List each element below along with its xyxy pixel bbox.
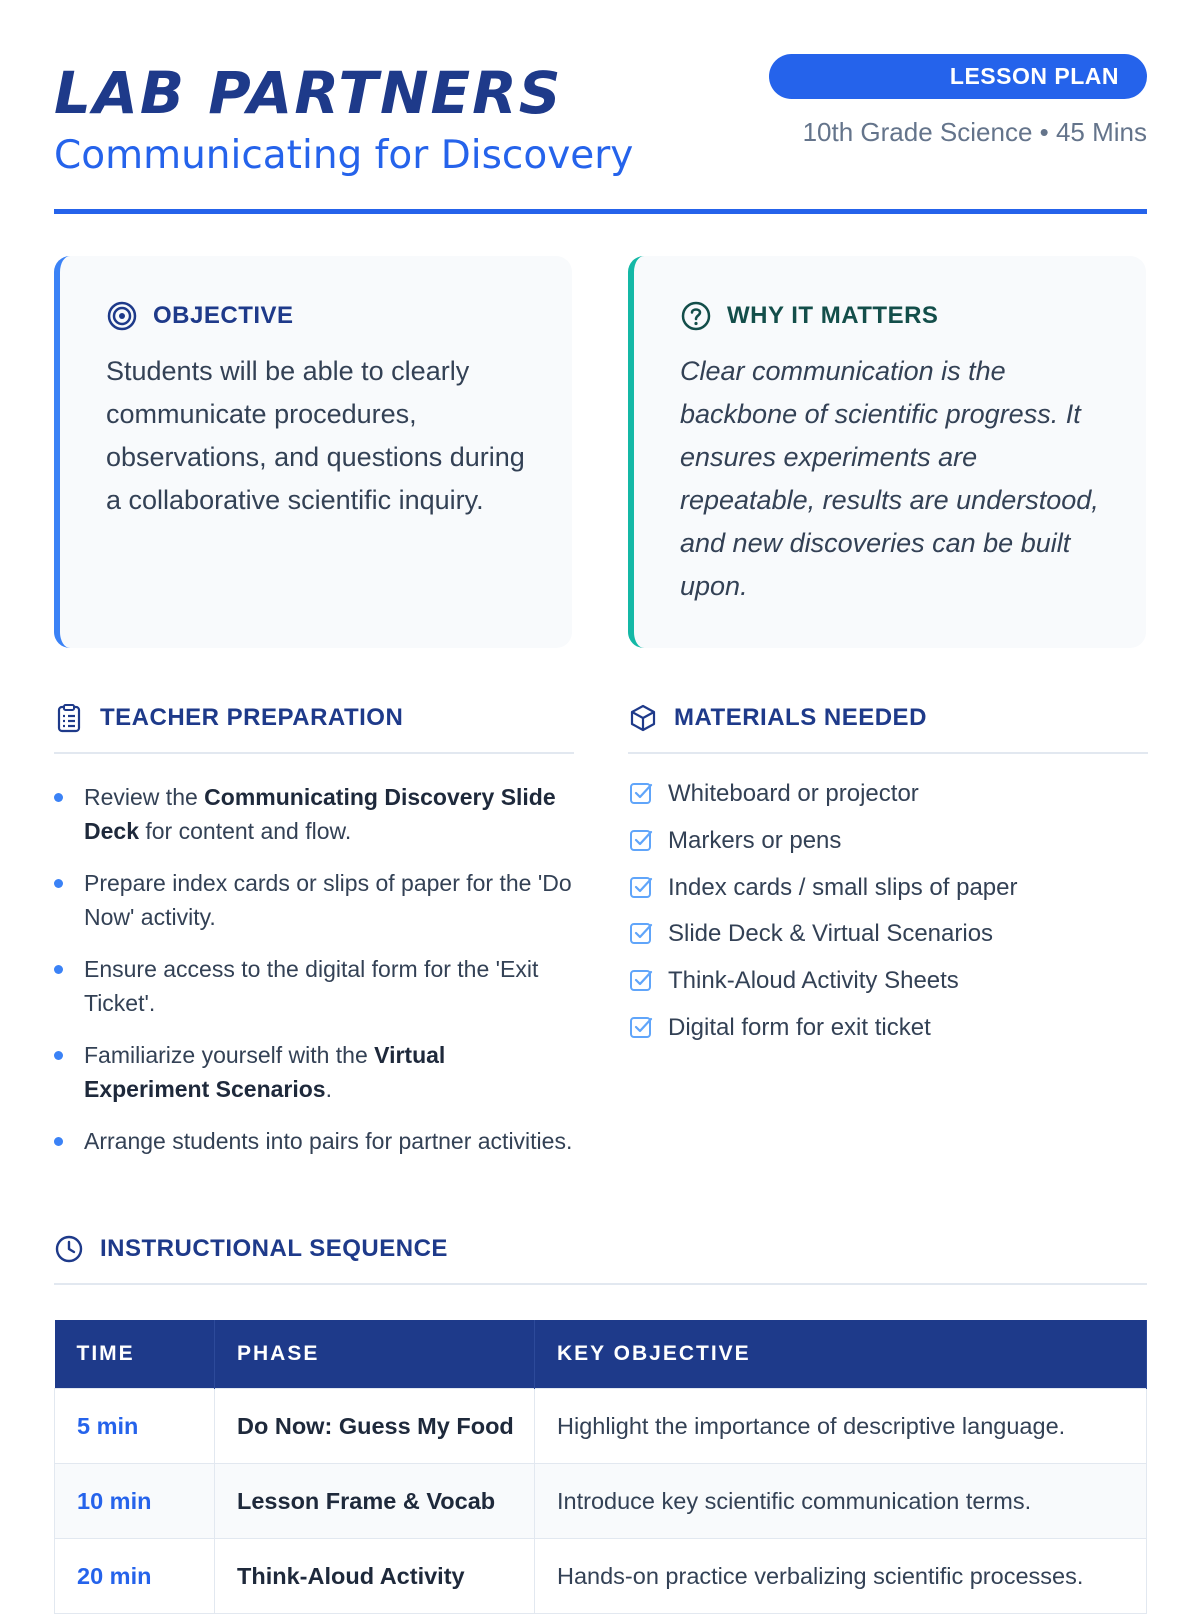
phase-cell: Do Now: Guess My Food [215, 1389, 535, 1464]
checkbox-checked-icon [628, 875, 654, 901]
teacher-preparation-heading [54, 696, 574, 754]
instructional-sequence-label: INSTRUCTIONAL SEQUENCE [100, 1235, 448, 1262]
objective-cell: Highlight the importance of descriptive language. [535, 1389, 1147, 1464]
list-item: Index cards / small slips of paper [628, 874, 1148, 902]
page-title: LAB PARTNERS [54, 59, 563, 127]
question-circle-icon [680, 300, 712, 332]
checkbox-checked-icon [628, 968, 654, 994]
table-header-row [55, 1320, 1147, 1389]
why-it-matters-card [628, 256, 1146, 648]
materials-needed-heading [628, 696, 1148, 754]
list-item: Markers or pens [628, 827, 1148, 855]
header-divider [54, 209, 1147, 214]
list-item: Arrange students into pairs for partner activities. [54, 1124, 574, 1158]
clipboard-icon [54, 703, 84, 733]
why-it-matters-text: Clear communication is the backbone of scientific progress. It ensures experiments are repeatable, results are understood, and new discoveries can be built upon. [680, 356, 1099, 601]
phase-cell: Lesson Frame & Vocab [215, 1464, 535, 1539]
list-item: Ensure access to the digital form for the 'Exit Ticket'. [54, 952, 574, 1020]
phase-cell: Think-Aloud Activity [215, 1539, 535, 1614]
grade-duration-meta: 10th Grade Science • 45 Mins [802, 117, 1147, 147]
page-subtitle: Communicating for Discovery [54, 133, 634, 178]
list-item: Prepare index cards or slips of paper for the 'Do Now' activity. [54, 866, 574, 934]
time-cell: 10 min [55, 1464, 215, 1539]
why-it-matters-label: WHY IT MATTERS [727, 302, 939, 329]
time-cell: 20 min [55, 1539, 215, 1614]
teacher-preparation-list [54, 780, 574, 1176]
column-header-objective: KEY OBJECTIVE [535, 1320, 1147, 1389]
table-row [55, 1389, 1147, 1464]
target-icon [106, 300, 138, 332]
instructional-sequence-heading [54, 1227, 1147, 1285]
objective-card [54, 256, 572, 648]
table-row [55, 1464, 1147, 1539]
column-header-phase: PHASE [215, 1320, 535, 1389]
bullet-icon [54, 965, 63, 974]
list-item: Review the Communicating Discovery Slide Deck for content and flow. [54, 780, 574, 848]
bullet-icon [54, 1137, 63, 1146]
checkbox-checked-icon [628, 921, 654, 947]
list-item: Digital form for exit ticket [628, 1014, 1148, 1042]
clock-icon [54, 1234, 84, 1264]
objective-cell: Introduce key scientific communication terms. [535, 1464, 1147, 1539]
checkbox-checked-icon [628, 781, 654, 807]
box-icon [628, 703, 658, 733]
bullet-icon [54, 1051, 63, 1060]
list-item: Slide Deck & Virtual Scenarios [628, 920, 1148, 948]
materials-needed-label: MATERIALS NEEDED [674, 704, 927, 731]
time-cell: 5 min [55, 1389, 215, 1464]
table-row [55, 1539, 1147, 1614]
bullet-icon [54, 879, 63, 888]
objective-heading [106, 296, 532, 336]
lesson-plan-badge: LESSON PLAN [769, 54, 1147, 99]
list-item: Think-Aloud Activity Sheets [628, 967, 1148, 995]
instructional-sequence-table [54, 1320, 1147, 1614]
checkbox-checked-icon [628, 1015, 654, 1041]
teacher-preparation-label: TEACHER PREPARATION [100, 704, 404, 731]
checkbox-checked-icon [628, 828, 654, 854]
materials-list [628, 780, 1148, 1061]
objective-text: Students will be able to clearly communicate procedures, observations, and questions during a collaborative scientific inquiry. [106, 356, 525, 515]
why-it-matters-heading [680, 296, 1106, 336]
list-item: Familiarize yourself with the Virtual Experiment Scenarios. [54, 1038, 574, 1106]
objective-cell: Hands-on practice verbalizing scientific processes. [535, 1539, 1147, 1614]
column-header-time: TIME [55, 1320, 215, 1389]
bullet-icon [54, 793, 63, 802]
header [54, 52, 1147, 218]
objective-label: OBJECTIVE [153, 302, 294, 329]
list-item: Whiteboard or projector [628, 780, 1148, 808]
